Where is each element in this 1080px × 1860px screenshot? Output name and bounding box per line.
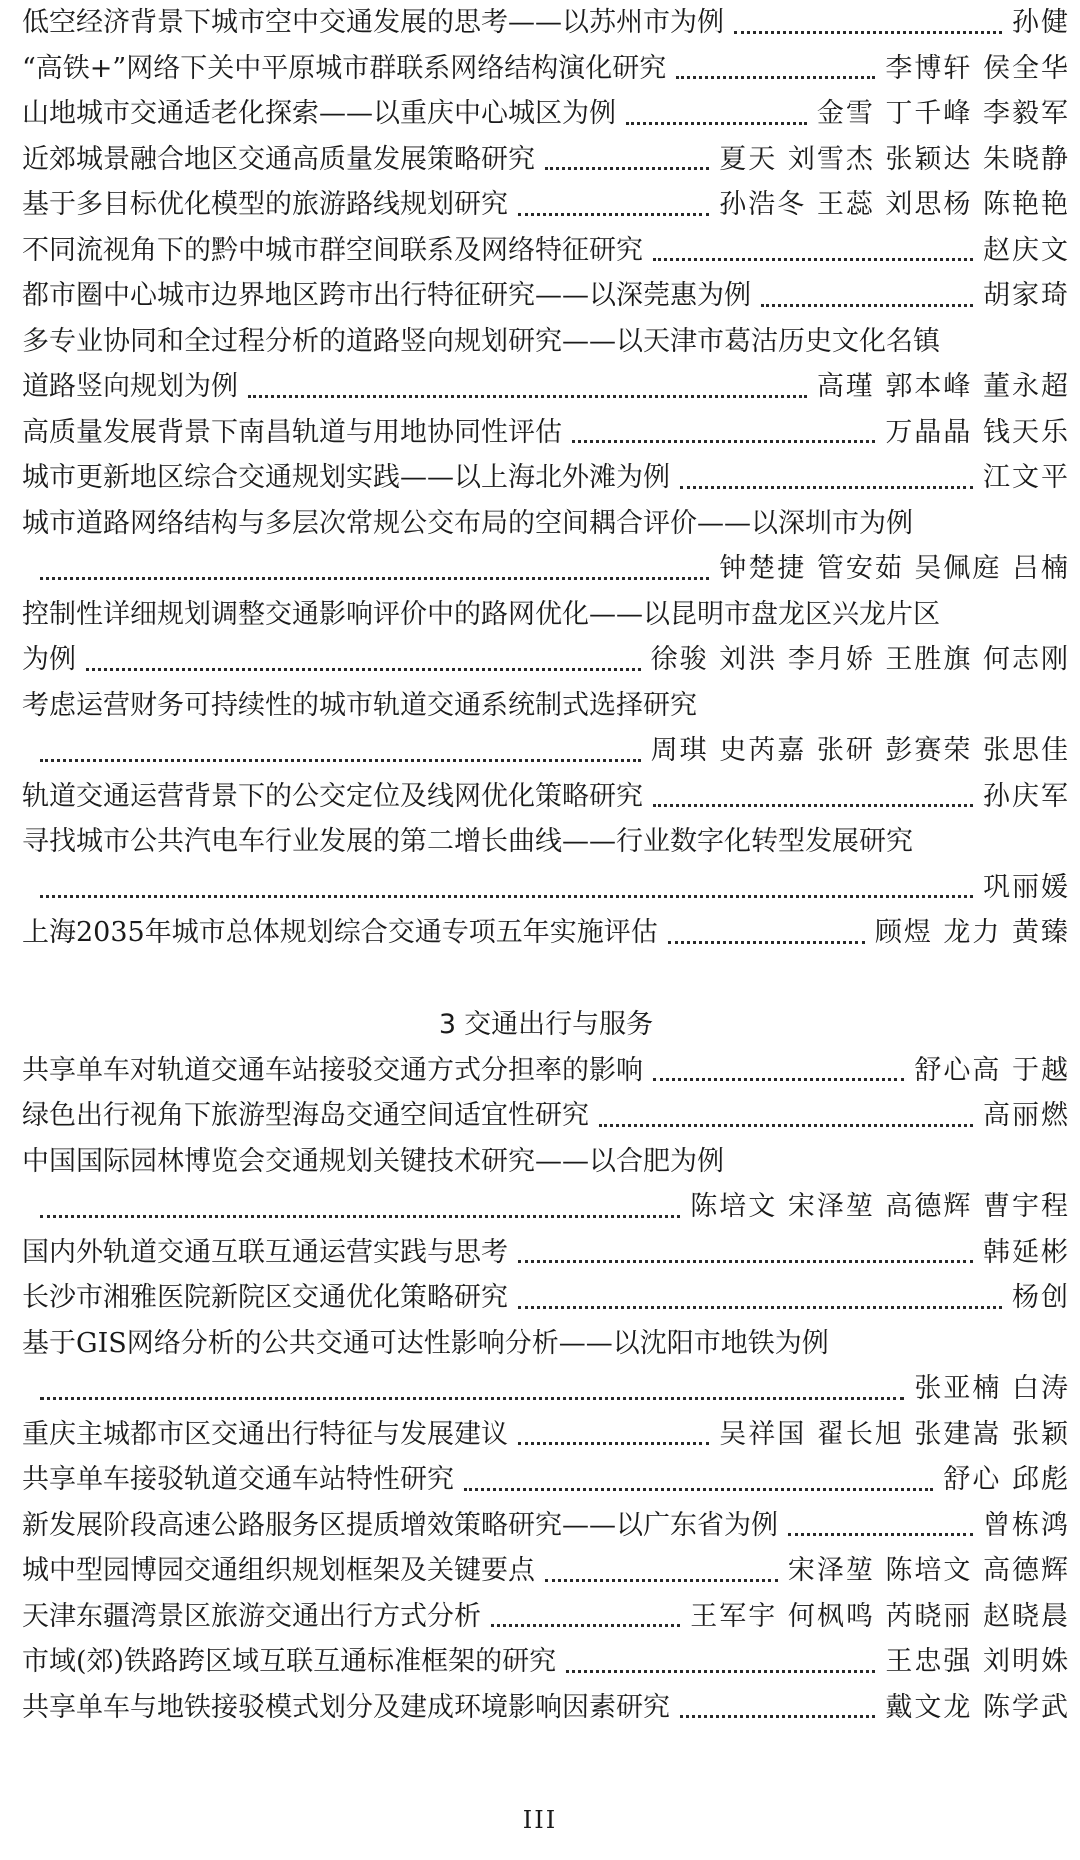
toc-entry-title: 中国国际园林博览会交通规划关键技术研究——以合肥为例 — [22, 1145, 724, 1177]
toc-list-before — [22, 0, 1070, 956]
dot-leader — [518, 1306, 1002, 1309]
toc-entry — [22, 865, 1070, 911]
dot-leader — [518, 1260, 973, 1263]
toc-entry-authors: 金雪 丁千峰 李毅军 — [816, 98, 1070, 129]
toc-entry-title: 山地城市交通适老化探索——以重庆中心城区为例 — [22, 98, 616, 129]
toc-entry-authors: 舒心高 于越 — [914, 1054, 1070, 1086]
toc-entry-title: 新发展阶段高速公路服务区提质增效策略研究——以广东省为例 — [22, 1509, 778, 1541]
toc-entry — [22, 501, 1070, 547]
toc-entry-authors: 王忠强 刘明姝 — [885, 1646, 1070, 1677]
toc-entry-authors: 孙健 — [1012, 7, 1070, 38]
toc-entry-title: 国内外轨道交通互联互通运营实践与思考 — [22, 1236, 508, 1268]
dot-leader — [40, 1215, 680, 1218]
dot-leader — [545, 1579, 778, 1582]
toc-entry-authors: 江文平 — [983, 462, 1070, 493]
toc-entry-title: 轨道交通运营背景下的公交定位及线网优化策略研究 — [22, 780, 643, 812]
dot-leader — [680, 1715, 875, 1718]
toc-entry-title: 共享单车对轨道交通车站接驳交通方式分担率的影响 — [22, 1054, 643, 1086]
section-title: 交通出行与服务 — [464, 1008, 654, 1040]
toc-entry — [22, 774, 1070, 820]
toc-entry-title: 共享单车接驳轨道交通车站特性研究 — [22, 1464, 454, 1495]
dot-leader — [572, 440, 875, 443]
dot-leader — [40, 895, 973, 898]
toc-entry-authors: 吴祥国 翟长旭 张建嵩 张颖 — [719, 1418, 1070, 1450]
toc-entry-authors: 赵庆文 — [983, 234, 1070, 266]
toc-entry — [22, 1685, 1070, 1731]
toc-entry-title: 市域(郊)铁路跨区域互联互通标准框架的研究 — [22, 1646, 557, 1677]
toc-entry — [22, 364, 1070, 410]
dot-leader — [653, 258, 973, 261]
toc-entry-title: 长沙市湘雅医院新院区交通优化策略研究 — [22, 1282, 508, 1313]
toc-entry — [22, 546, 1070, 592]
dot-leader — [680, 486, 973, 489]
toc-entry — [22, 728, 1070, 774]
toc-entry-authors: 巩丽媛 — [983, 871, 1070, 903]
dot-leader — [668, 941, 865, 944]
dot-leader — [40, 1397, 904, 1400]
section-number: 3 — [438, 1008, 457, 1040]
dot-leader — [653, 1078, 904, 1081]
toc-entry — [22, 1639, 1070, 1685]
dot-leader — [518, 213, 709, 216]
dot-leader — [788, 1533, 973, 1536]
page-number: III — [522, 1806, 558, 1834]
toc-entry-authors: 宋泽堃 陈培文 高德辉 — [787, 1555, 1070, 1586]
dot-leader — [40, 759, 641, 762]
toc-entry-authors: 李博轩 侯全华 — [885, 52, 1070, 84]
toc-entry-authors: 舒心 邱彪 — [943, 1464, 1070, 1495]
toc-entry-title: 城中型园博园交通组织规划框架及关键要点 — [22, 1555, 535, 1586]
toc-entry-title: 寻找城市公共汽电车行业发展的第二增长曲线——行业数字化转型发展研究 — [22, 826, 913, 857]
toc-entry-authors: 曾栋鸿 — [983, 1509, 1070, 1541]
toc-entry — [22, 1366, 1070, 1412]
toc-entry — [22, 1275, 1070, 1321]
toc-entry-title: 都市圈中心城市边界地区跨市出行特征研究——以深莞惠为例 — [22, 280, 751, 311]
toc-entry — [22, 1184, 1070, 1230]
toc-entry — [22, 137, 1070, 183]
toc-entry-authors: 孙浩冬 王蕊 刘思杨 陈艳艳 — [719, 189, 1070, 220]
toc-entry-authors: 万晶晶 钱天乐 — [885, 416, 1070, 448]
toc-entry-title: 为例 — [22, 644, 76, 675]
toc-entry — [22, 1093, 1070, 1139]
toc-entry-title: 考虑运营财务可持续性的城市轨道交通系统制式选择研究 — [22, 689, 697, 721]
toc-entry — [22, 273, 1070, 319]
toc-entry — [22, 683, 1070, 729]
toc-entry-title: 基于GIS网络分析的公共交通可达性影响分析——以沈阳市地铁为例 — [22, 1327, 829, 1359]
dot-leader — [734, 31, 1002, 34]
toc-entry — [22, 0, 1070, 46]
toc-entry — [22, 410, 1070, 456]
dot-leader — [566, 1670, 875, 1673]
toc-entry-authors: 胡家琦 — [983, 280, 1070, 311]
toc-entry-authors: 徐骏 刘洪 李月娇 王胜旗 何志刚 — [650, 644, 1070, 675]
dot-leader — [248, 395, 807, 398]
toc-entry — [22, 228, 1070, 274]
dot-leader — [464, 1488, 933, 1491]
toc-entry — [22, 1321, 1070, 1367]
toc-entry-title: 绿色出行视角下旅游型海岛交通空间适宜性研究 — [22, 1100, 589, 1131]
toc-entry-title: 城市更新地区综合交通规划实践——以上海北外滩为例 — [22, 462, 670, 493]
toc-entry-authors: 顾煜 龙力 黄臻 — [874, 917, 1070, 948]
toc-list-after — [22, 1048, 1070, 1731]
toc-entry — [22, 637, 1070, 683]
toc-entry — [22, 182, 1070, 228]
toc-entry — [22, 1548, 1070, 1594]
section-heading — [22, 956, 1070, 1048]
toc-entry — [22, 319, 1070, 365]
toc-entry — [22, 46, 1070, 92]
toc-entry — [22, 1412, 1070, 1458]
dot-leader — [599, 1124, 973, 1127]
toc-entry — [22, 1139, 1070, 1185]
toc-entry-title: 近郊城景融合地区交通高质量发展策略研究 — [22, 143, 535, 175]
toc-entry-title: 高质量发展背景下南昌轨道与用地协同性评估 — [22, 416, 562, 448]
dot-leader — [518, 1442, 709, 1445]
toc-entry — [22, 910, 1070, 956]
toc-entry-title: 道路竖向规划为例 — [22, 371, 238, 402]
toc-entry — [22, 91, 1070, 137]
toc-entry-authors: 韩延彬 — [983, 1236, 1070, 1268]
dot-leader — [491, 1624, 680, 1627]
dot-leader — [676, 76, 875, 79]
toc-entry-authors: 王军宇 何枫鸣 芮晓丽 赵晓晨 — [690, 1600, 1070, 1632]
toc-entry — [22, 1457, 1070, 1503]
toc-entry-authors: 高丽燃 — [983, 1100, 1070, 1131]
toc-entry-authors: 孙庆军 — [983, 780, 1070, 812]
toc-entry — [22, 819, 1070, 865]
toc-entry-title: 低空经济背景下城市空中交通发展的思考——以苏州市为例 — [22, 7, 724, 38]
toc-entry-authors: 张亚楠 白涛 — [914, 1373, 1070, 1404]
toc-entry-authors: 夏天 刘雪杰 张颖达 朱晓静 — [719, 143, 1070, 175]
toc-entry — [22, 455, 1070, 501]
toc-entry-title: 城市道路网络结构与多层次常规公交布局的空间耦合评价——以深圳市为例 — [22, 507, 913, 539]
dot-leader — [626, 122, 807, 125]
toc-entry-authors: 杨创 — [1012, 1282, 1070, 1313]
table-of-contents — [22, 0, 1070, 1730]
toc-entry — [22, 592, 1070, 638]
toc-entry — [22, 1594, 1070, 1640]
toc-entry-title: 控制性详细规划调整交通影响评价中的路网优化——以昆明市盘龙区兴龙片区 — [22, 598, 940, 630]
toc-entry-authors: 陈培文 宋泽堃 高德辉 曹宇程 — [690, 1191, 1070, 1222]
toc-entry-authors: 周琪 史芮嘉 张研 彭赛荣 张思佳 — [650, 735, 1070, 766]
toc-entry-authors: 戴文龙 陈学武 — [885, 1691, 1070, 1723]
dot-leader — [86, 668, 641, 671]
dot-leader — [761, 304, 973, 307]
toc-entry-authors: 高瑾 郭本峰 董永超 — [816, 371, 1070, 402]
toc-entry-title: 共享单车与地铁接驳模式划分及建成环境影响因素研究 — [22, 1691, 670, 1723]
toc-entry-title: 天津东疆湾景区旅游交通出行方式分析 — [22, 1600, 481, 1632]
dot-leader — [40, 577, 709, 580]
toc-entry-title: 重庆主城都市区交通出行特征与发展建议 — [22, 1418, 508, 1450]
toc-entry-title: 基于多目标优化模型的旅游路线规划研究 — [22, 189, 508, 220]
toc-entry-title: 上海2035年城市总体规划综合交通专项五年实施评估 — [22, 917, 658, 948]
toc-entry — [22, 1503, 1070, 1549]
dot-leader — [545, 167, 709, 170]
toc-entry — [22, 1048, 1070, 1094]
dot-leader — [653, 804, 973, 807]
toc-entry-authors: 钟楚捷 管安茹 吴佩庭 吕楠 — [719, 553, 1070, 584]
toc-entry-title: 多专业协同和全过程分析的道路竖向规划研究——以天津市葛沽历史文化名镇 — [22, 325, 940, 357]
toc-entry — [22, 1230, 1070, 1276]
toc-entry-title: “高铁+”网络下关中平原城市群联系网络结构演化研究 — [22, 52, 667, 84]
toc-entry-title: 不同流视角下的黔中城市群空间联系及网络特征研究 — [22, 234, 643, 266]
